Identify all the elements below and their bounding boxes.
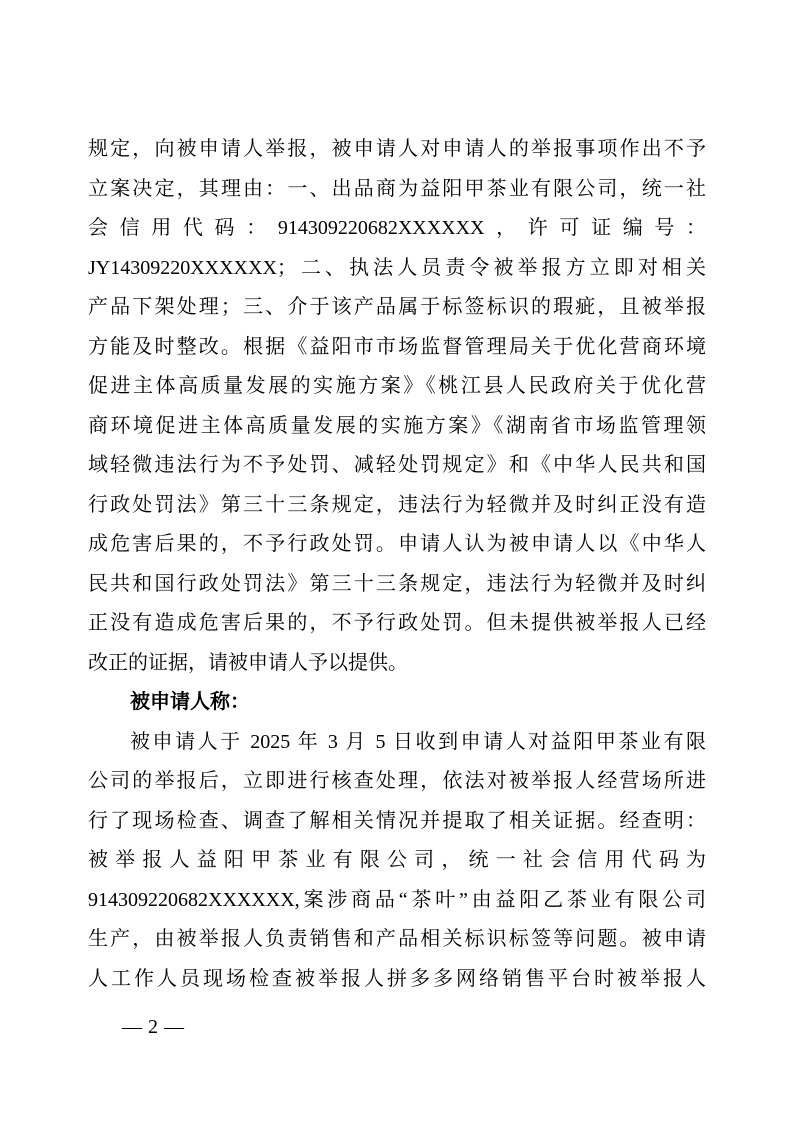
doc-line: 会信用代码：914309220682XXXXXX，许可证编号： xyxy=(88,217,706,239)
doc-line: 改正的证据，请被申请人予以提供。 xyxy=(88,651,408,674)
doc-line: 规定，向被申请人举报，被申请人对申请人的举报事项作出不予 xyxy=(88,138,706,160)
doc-line: 行了现场检查、调查了解相关情况并提取了相关证据。经查明： xyxy=(88,809,706,832)
doc-line: 域轻微违法行为不予处罚、减轻处罚规定》和《中华人民共和国 xyxy=(88,454,706,476)
doc-line: 人工作人员现场检查被举报人拼多多网络销售平台时被举报人 xyxy=(88,967,706,990)
page-number: — 2 — xyxy=(122,1016,185,1038)
doc-line: 立案决定，其理由：一、出品商为益阳甲茶业有限公司，统一社 xyxy=(88,177,706,200)
section-heading: 被申请人称： xyxy=(130,691,250,713)
doc-line: 被申请人于 2025 年 3 月 5 日收到申请人对益阳甲茶业有限 xyxy=(130,730,706,753)
doc-line: 方能及时整改。根据《益阳市市场监督管理局关于优化营商环境 xyxy=(88,335,706,358)
doc-line: 正没有造成危害后果的，不予行政处罚。但未提供被举报人已经 xyxy=(88,612,706,634)
doc-line: 成危害后果的，不予行政处罚。申请人认为被申请人以《中华人 xyxy=(88,533,706,555)
doc-line: 商环境促进主体高质量发展的实施方案》《湖南省市场监管理领 xyxy=(88,414,706,437)
doc-line: 914309220682XXXXXX,案涉商品“茶叶”由益阳乙茶业有限公司 xyxy=(88,888,706,911)
doc-line: 民共和国行政处罚法》第三十三条规定，违法行为轻微并及时纠 xyxy=(88,572,706,595)
document-body xyxy=(88,130,706,999)
doc-line: 行政处罚法》第三十三条规定，违法行为轻微并及时纠正没有造 xyxy=(88,493,706,516)
doc-line: 生产，由被举报人负责销售和产品相关标识标签等问题。被申请 xyxy=(88,928,706,950)
doc-line: 促进主体高质量发展的实施方案》《桃江县人民政府关于优化营 xyxy=(88,375,706,397)
doc-line: 公司的举报后，立即进行核查处理，依法对被举报人经营场所进 xyxy=(88,770,706,792)
doc-line: 产品下架处理；三、介于该产品属于标签标识的瑕疵，且被举报 xyxy=(88,296,706,318)
doc-line: 被举报人益阳甲茶业有限公司，统一社会信用代码为 xyxy=(88,849,706,871)
doc-line: JY14309220XXXXXX；二、执法人员责令被举报方立即对相关 xyxy=(88,256,706,279)
